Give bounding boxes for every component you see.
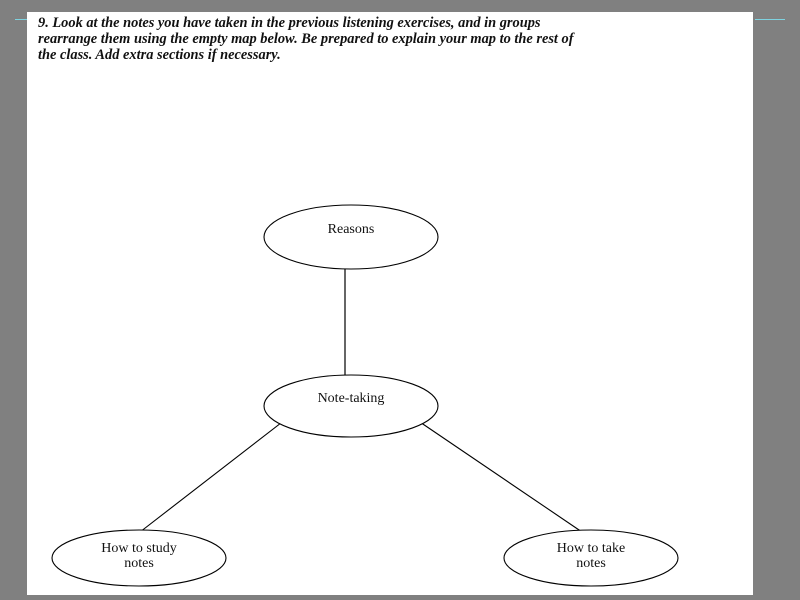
node-note-taking-label: Note-taking bbox=[317, 391, 385, 406]
node-how-to-take-notes-label-line-1: How to take bbox=[556, 541, 626, 556]
node-how-to-study-notes-label-line-2: notes bbox=[124, 556, 154, 571]
node-note-taking-ellipse bbox=[264, 375, 438, 437]
node-reasons-label: Reasons bbox=[327, 222, 375, 237]
slide-accent-line-left bbox=[15, 19, 27, 20]
connector-center-study bbox=[140, 416, 290, 532]
node-how-to-take-notes bbox=[504, 530, 678, 586]
concept-map bbox=[27, 12, 753, 595]
worksheet-page bbox=[27, 12, 753, 595]
instructions-line-1: 9. Look at the notes you have taken in the previous listening exercises, and in groups bbox=[38, 15, 541, 31]
node-note-taking bbox=[264, 375, 438, 437]
connector-center-take bbox=[414, 418, 582, 532]
slide-accent-line-right bbox=[755, 19, 785, 20]
node-how-to-study-notes bbox=[52, 530, 226, 586]
node-reasons bbox=[264, 205, 438, 269]
instructions-line-2: rearrange them using the empty map below. Be prepared to explain your map to the rest of bbox=[38, 31, 574, 48]
node-reasons-ellipse bbox=[264, 205, 438, 269]
node-how-to-study-notes-label-line-1: How to study bbox=[101, 541, 177, 556]
node-how-to-take-notes-label-line-2: notes bbox=[576, 556, 606, 571]
instructions-line-3: the class. Add extra sections if necessary. bbox=[38, 47, 281, 64]
